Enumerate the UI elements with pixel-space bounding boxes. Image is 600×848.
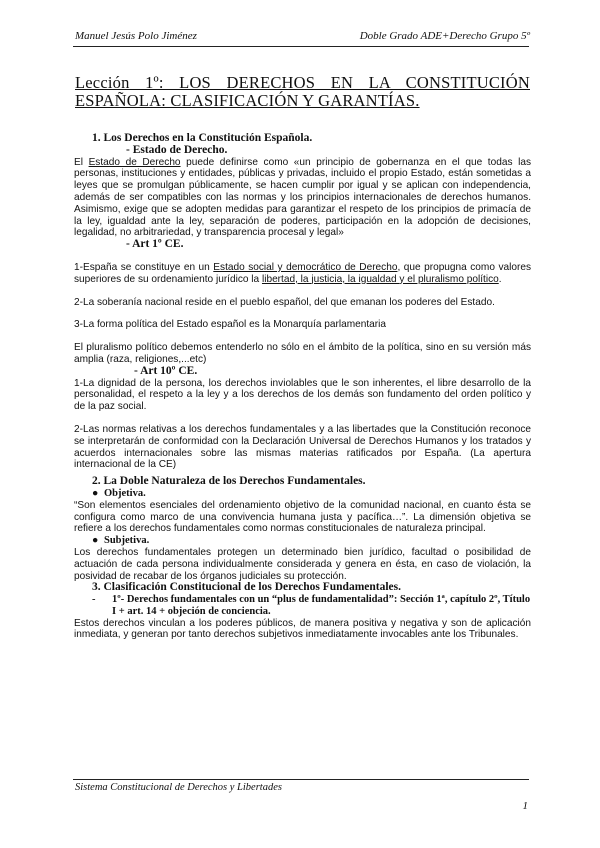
objetiva-paragraph: “Son elementos esenciales del ordenamiento objetivo de la comunidad nacional, en cuanto ésta se configura como marco de una convivencia humana justa y pacífica…”. La dimensión objetiva se refiere a los derechos fundamentales como normas constitucionales de naturaleza principal. — [74, 499, 531, 535]
art1-point1: 1-España se constituye en un Estado social y democrático de Derecho, que propugna como valores superiores de su ordenamiento jurídico la libertad, la justicia, la igualdad y el pluralismo político. — [74, 261, 531, 285]
header-divider — [73, 46, 529, 47]
header-author: Manuel Jesús Polo Jiménez — [75, 30, 197, 42]
art1-point3: 3-La forma política del Estado español es la Monarquía parlamentaria — [74, 319, 386, 331]
subjetiva-bullet: ● Subjetiva. — [92, 535, 150, 547]
art1-point2: 2-La soberanía nacional reside en el pueblo español, del que emanan los poderes del Estado. — [74, 296, 495, 308]
art1-heading: - Art 1º CE. — [126, 238, 184, 251]
pluralismo-paragraph: El pluralismo político debemos entenderlo no sólo en el ámbito de la política, sino en su versión más amplia (raza, religiones,...etc) — [74, 342, 531, 365]
plus-fundamentalidad-heading: - 1º- Derechos fundamentales con un “plus de fundamentalidad”: Sección 1ª, capítulo 2º, Título I + art. 14 + objeción de conciencia. — [92, 594, 531, 617]
section-1-heading: 1. Los Derechos en la Constitución Española. — [92, 132, 313, 144]
art10-point2: 2-Las normas relativas a los derechos fundamentales y a las libertades que la Constitución reconoce se interpretarán de conformidad con la Declaración Universal de Derechos Humanos y los tratados y acuerdos internacionales sobre las mismas materias ratificados por España. (La apertura internacional de la CE) — [74, 423, 531, 471]
objetiva-bullet: ● Objetiva. — [92, 487, 146, 499]
bullet-icon: ● — [92, 487, 99, 499]
estado-derecho-heading: - Estado de Derecho. — [126, 143, 228, 156]
art10-point1: 1-La dignidad de la persona, los derechos inviolables que le son inherentes, el libre desarrollo de la personalidad, el respeto a la ley y a los derechos de los demás son fundamento del orden político y de la paz social. — [74, 377, 531, 413]
subjetiva-paragraph: Los derechos fundamentales protegen un determinado bien jurídico, facultad o posibilidad de actuación de cada persona individualmente considerada y genera en ésta, en caso de violación, la posividad de recabar de los órganos judiciales su protección. — [74, 546, 531, 582]
document-body — [74, 133, 531, 641]
bullet-icon: ● — [92, 535, 99, 547]
header-course: Doble Grado ADE+Derecho Grupo 5º — [359, 30, 530, 42]
estado-derecho-link: Estado de Derecho — [88, 156, 181, 168]
section-2-heading: 2. La Doble Naturaleza de los Derechos Fundamentales. — [92, 475, 366, 488]
page-number: 1 — [522, 800, 528, 812]
section-3-heading: 3. Clasificación Constitucional de los Derechos Fundamentales. — [92, 581, 402, 594]
page-title: Lección 1º: LOS DERECHOS EN LA CONSTITUCIÓN ESPAÑOLA: CLASIFICACIÓN Y GARANTÍAS. — [75, 73, 530, 110]
footer-text: Sistema Constitucional de Derechos y Libertades — [75, 782, 282, 793]
estado-derecho-paragraph: El Estado de Derecho puede definirse como «un principio de gobernanza en el que todas las personas, instituciones y entidades, públicas y privadas, incluido el propio Estado, están sometidas a leyes que se promulgan públicamente, se hacen cumplir por igual y se aplican con independencia, además de ser compatibles con las normas y los principios internacionales de derechos humanos. Asimismo, exige que se adopten medidas para garantizar el respeto de los principios de primacía de la ley, igualdad ante la ley, separación de poderes, participación en la adopción de decisiones, legalidad, no arbitrariedad, y transparencia procesal y legal» — [74, 156, 531, 239]
plus-fundamentalidad-paragraph: Estos derechos vinculan a los poderes públicos, de manera positiva y negativa y son de aplicación inmediata, y generan por tanto derechos subjetivos inmediatamente invocables ante los Tribunales. — [74, 617, 531, 641]
art10-heading: - Art 10º CE. — [134, 364, 198, 377]
footer-divider — [73, 779, 529, 780]
